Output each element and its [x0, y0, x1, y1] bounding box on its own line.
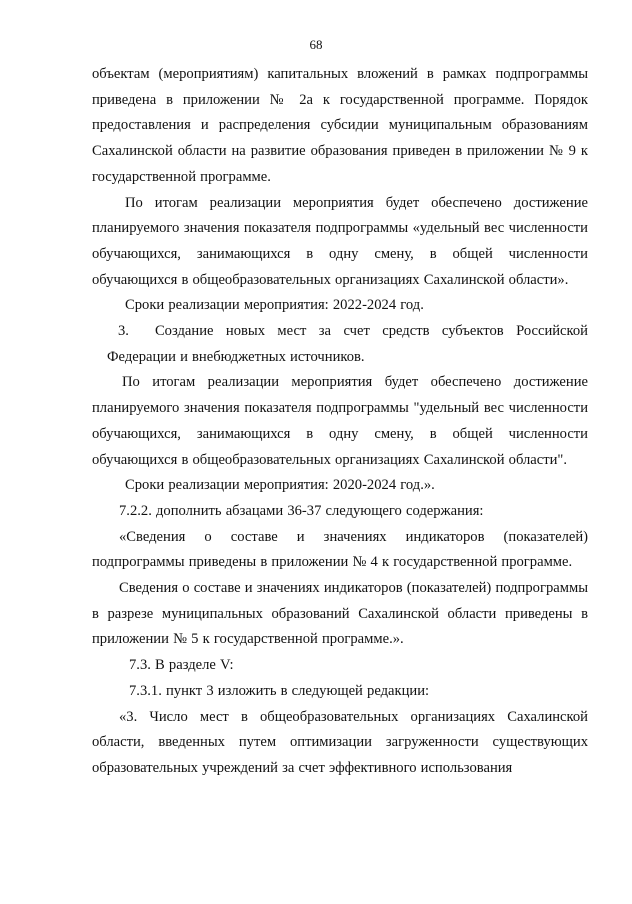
paragraph-indicators-appendix-4: «Сведения о составе и значениях индикаторов (показателей) подпрограммы приведены в приложении № 4 к государственной программе.: [92, 528, 588, 571]
paragraph-section-7-3: 7.3. В разделе V:: [129, 657, 234, 674]
numbered-item-3-text: [107, 319, 588, 370]
page-number: 68: [309, 37, 323, 52]
numbered-item-3: [92, 319, 588, 370]
document-body: [92, 62, 588, 782]
item-title: Создание новых мест за счет средств субъектов Российской Федерации и внебюджетных источников.: [107, 323, 588, 365]
paragraph-indicators-appendix-5: Сведения о составе и значениях индикаторов (показателей) подпрограммы в разрезе муниципальных образований Сахалинской области приведены в приложении № 5 к государственной программе.».: [92, 580, 588, 648]
paragraph-item-3-new-text: «3. Число мест в общеобразовательных организациях Сахалинской области, введенных путем оптимизации загруженности существующих образовательных учреждений за счет эффективного использования: [92, 708, 588, 776]
paragraph-funding-order: объектам (мероприятиям) капитальных вложений в рамках подпрограммы приведена в приложении № 2а к государственной программе. Порядок предоставления и распределения субсидии муниципальным образованиям Сахалинской области на развитие образования приведен в приложении № 9 к государственной программе.: [92, 66, 588, 185]
paragraph-amendment-7-2-2: 7.2.2. дополнить абзацами 36-37 следующего содержания:: [119, 502, 484, 519]
paragraph-deadline-1: Сроки реализации мероприятия: 2022-2024 год.: [125, 297, 424, 314]
item-number: 3.: [118, 323, 129, 340]
paragraph-deadline-2: Сроки реализации мероприятия: 2020-2024 год.».: [125, 477, 435, 494]
paragraph-result-indicator-2: По итогам реализации мероприятия будет обеспечено достижение планируемого значения показателя подпрограммы "удельный вес численности обучающихся, занимающихся в одну смену, в общей численности обучающихся в общеобразовательных организациях Сахалинской области".: [92, 374, 588, 468]
paragraph-amendment-7-3-1: 7.3.1. пункт 3 изложить в следующей редакции:: [129, 682, 430, 699]
paragraph-result-indicator-1: По итогам реализации мероприятия будет обеспечено достижение планируемого значения показателя подпрограммы «удельный вес численности обучающихся, занимающихся в одну смену, в общей численности обучающихся в общеобразовательных организациях Сахалинской области».: [92, 194, 588, 288]
